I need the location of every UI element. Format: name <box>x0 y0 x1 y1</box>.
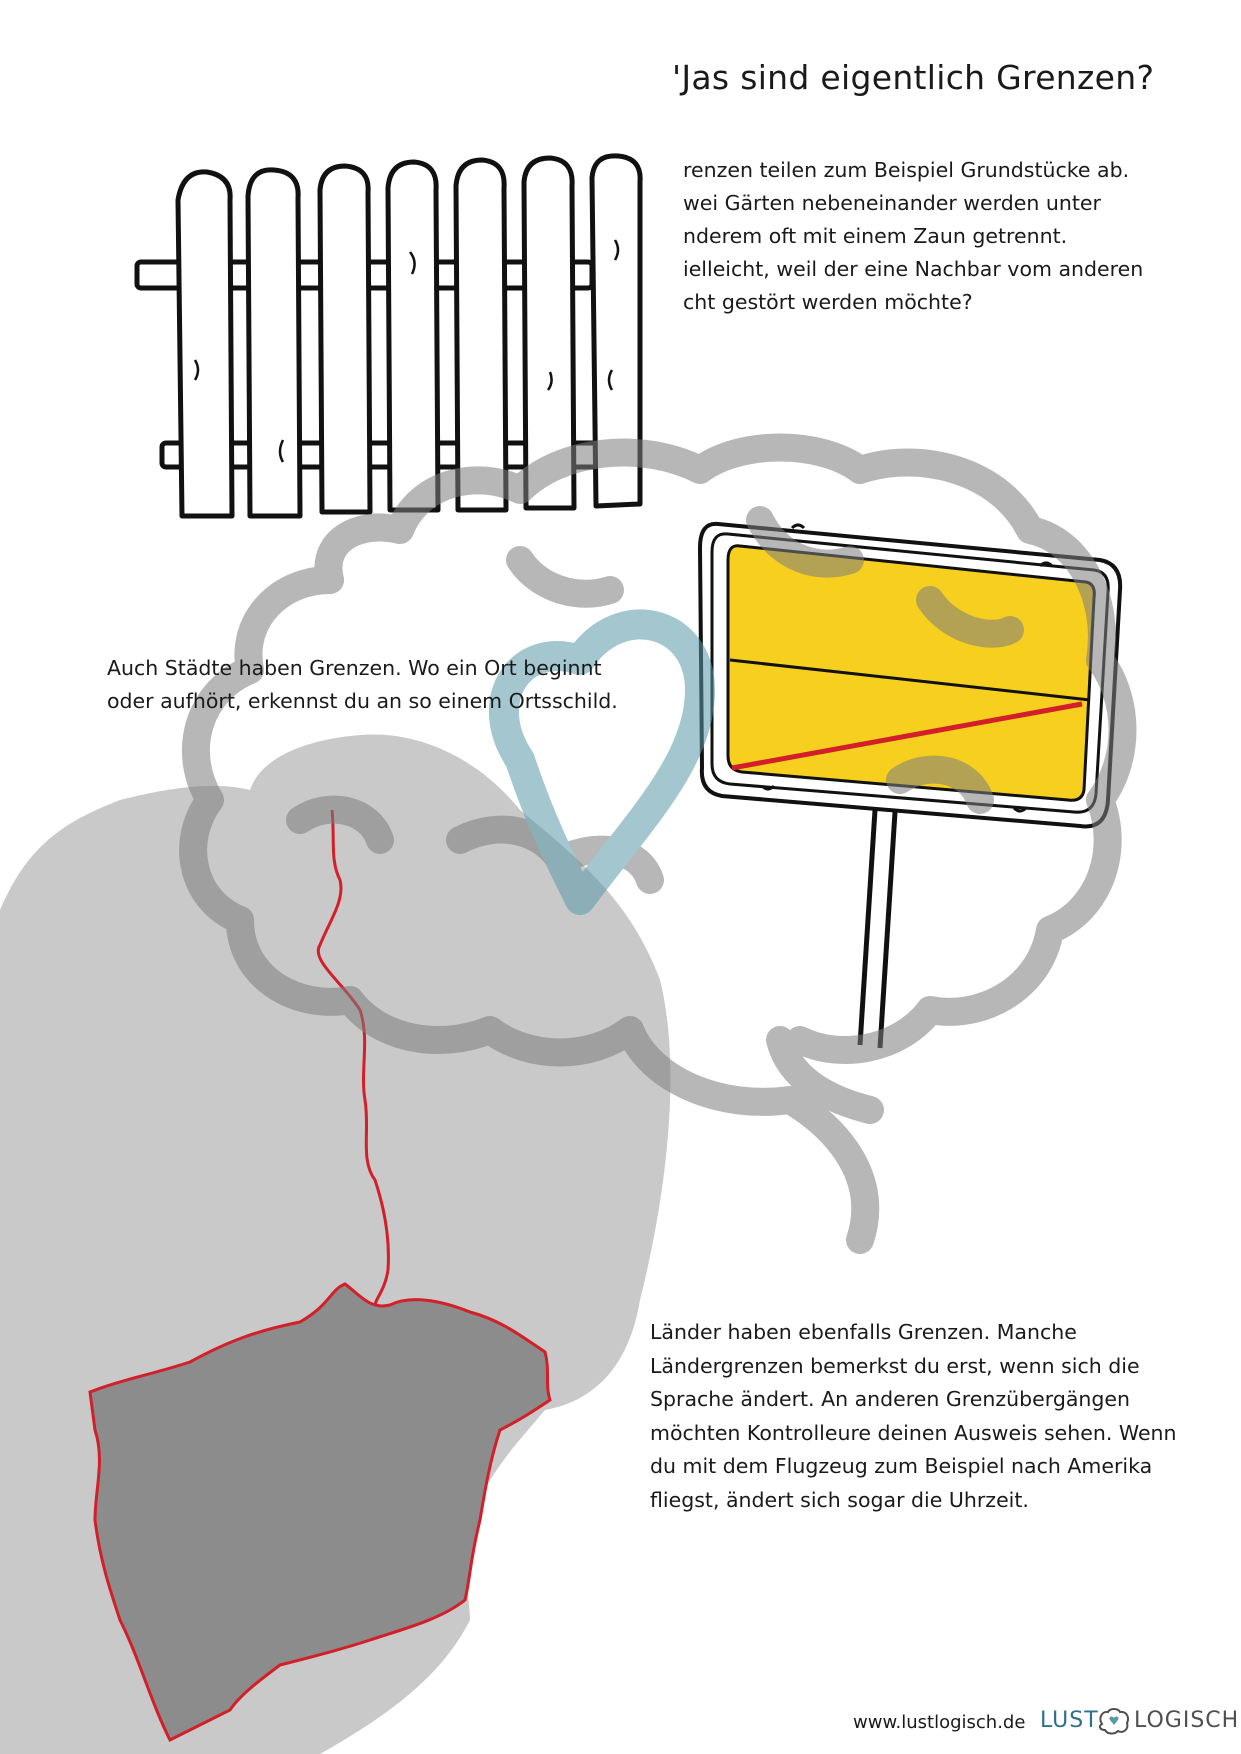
page-title: 'Jas sind eigentlich Grenzen? <box>672 58 1155 97</box>
countries-paragraph-line: Sprache ändert. An anderen Grenzübergängen <box>650 1387 1130 1411</box>
logo-text-lust: LUST <box>1040 1708 1099 1733</box>
lustlogisch-logo <box>1040 1702 1240 1742</box>
fence-paragraph-line: ielleicht, weil der eine Nachbar vom anderen <box>683 257 1144 281</box>
fence-paragraph-line: wei Gärten nebeneinander werden unter <box>683 191 1101 215</box>
fence-paragraph-line: nderem oft mit einem Zaun getrennt. <box>683 224 1068 248</box>
countries-paragraph-line: möchten Kontrolleure deinen Ausweis sehen. Wenn <box>650 1420 1177 1445</box>
logo-text-logisch: LOGISCH <box>1134 1708 1240 1733</box>
cities-paragraph <box>107 652 618 718</box>
fence-paragraph-line: cht gestört werden möchte? <box>683 290 973 314</box>
fence-paragraph <box>683 154 1143 319</box>
fence-paragraph-line: renzen teilen zum Beispiel Grundstücke ab. <box>683 158 1130 182</box>
brain-logo-icon <box>1096 1706 1132 1736</box>
countries-paragraph <box>650 1316 1177 1517</box>
countries-paragraph-line: Länder haben ebenfalls Grenzen. Manche <box>650 1320 1077 1344</box>
countries-paragraph-line: Ländergrenzen bemerkst du erst, wenn sich die <box>650 1353 1140 1378</box>
cities-paragraph-line: oder aufhört, erkennst du an so einem Ortsschild. <box>107 689 618 713</box>
countries-paragraph-line: fliegst, ändert sich sogar die Uhrzeit. <box>650 1487 1029 1512</box>
footer-url[interactable]: www.lustlogisch.de <box>853 1712 1026 1733</box>
cities-paragraph-line: Auch Städte haben Grenzen. Wo ein Ort beginnt <box>107 656 602 680</box>
countries-paragraph-line: du mit dem Flugzeug zum Beispiel nach Amerika <box>650 1454 1153 1478</box>
